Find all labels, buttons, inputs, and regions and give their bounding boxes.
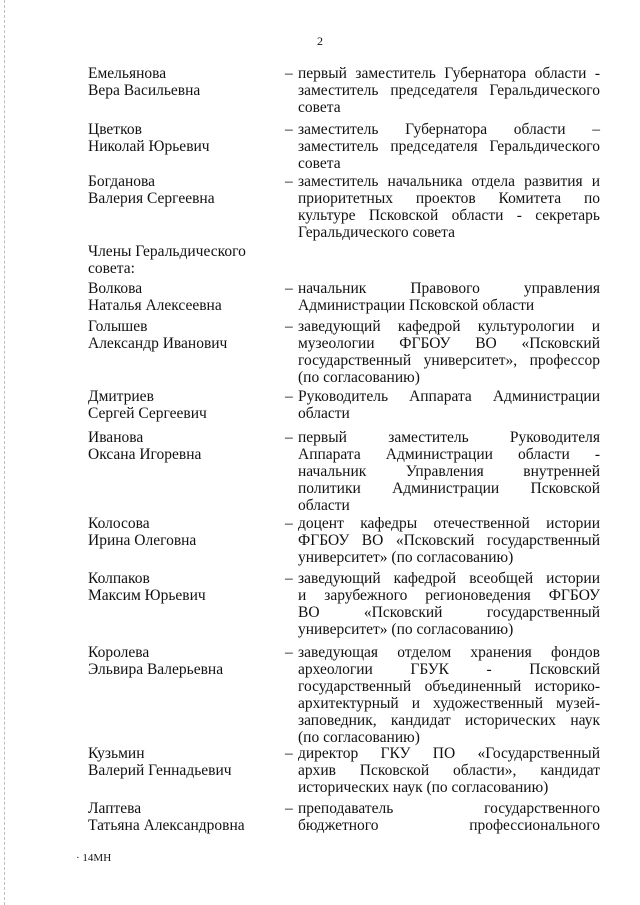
position-line: приоритетных проектов Комитета по [298, 190, 600, 207]
position-line: исторических наук (по согласованию) [298, 779, 549, 796]
position-line: государственный университет», профессор [298, 352, 600, 369]
member-position [298, 515, 600, 566]
position-line: директор ГКУ ПО «Государственный [298, 745, 600, 762]
position-line: заведующий кафедрой всеобщей истории [298, 570, 600, 587]
position-line: университет» (по согласованию) [298, 549, 514, 566]
dash-separator: – [285, 318, 293, 335]
position-line: преподаватель государственного [298, 800, 600, 817]
position-line: доцент кафедры отечественной истории [298, 515, 600, 532]
member-surname: Волкова [88, 280, 143, 297]
member-given-names: Александр Иванович [88, 335, 228, 352]
member-given-names: Сергей Сергеевич [88, 405, 207, 422]
position-line: заместитель председателя Геральдического [298, 82, 600, 99]
member-position [298, 318, 600, 386]
position-line: Геральдического совета [298, 224, 456, 241]
member-given-names: Ирина Олеговна [88, 532, 197, 549]
position-line: заместитель председателя Геральдического [298, 138, 600, 155]
position-line: государственный объединенный историко- [298, 678, 600, 695]
member-surname: Колпаков [88, 570, 150, 587]
position-line: Руководитель Аппарата Администрации [298, 388, 600, 405]
position-line: начальник Правового управления [298, 280, 600, 297]
member-position [298, 121, 600, 172]
member-position [298, 388, 600, 422]
position-line: археологии ГБУК - Псковский [298, 661, 600, 678]
dash-separator: – [285, 65, 293, 82]
member-position [298, 280, 600, 314]
position-line: архив Псковской области», кандидат [298, 762, 600, 779]
member-given-names: Николай Юрьевич [88, 138, 210, 155]
position-line: Аппарата Администрации области - [298, 446, 600, 463]
member-name [88, 745, 273, 779]
dash-separator: – [285, 570, 293, 587]
dash-separator: – [285, 644, 293, 661]
member-surname: Дмитриев [88, 388, 154, 405]
footer-code: · 14МН [76, 852, 112, 864]
member-name [88, 800, 273, 834]
section-heading-line-2: совета: [88, 260, 135, 277]
member-surname: Колосова [88, 515, 150, 532]
position-line: совета [298, 155, 341, 172]
member-given-names: Татьяна Александровна [88, 817, 245, 834]
position-line: начальник Управления внутренней [298, 463, 600, 480]
member-position [298, 644, 600, 746]
position-line: заведующий кафедрой культурологии и [298, 318, 600, 335]
member-given-names: Валерий Геннадьевич [88, 762, 232, 779]
scan-edge-line [4, 0, 6, 905]
position-line: университет» (по согласованию) [298, 621, 514, 638]
position-line: заповедник, кандидат исторических наук [298, 712, 600, 729]
position-line: области [298, 497, 350, 514]
member-given-names: Эльвира Валерьевна [88, 661, 224, 678]
member-surname: Цветков [88, 121, 142, 138]
member-name [88, 570, 273, 604]
position-line: и зарубежного регионоведения ФГБОУ [298, 587, 600, 604]
dash-separator: – [285, 121, 293, 138]
member-name [88, 644, 273, 678]
position-line: ВО «Псковский государственный [298, 604, 600, 621]
member-surname: Богданова [88, 173, 156, 190]
section-heading-line-1: Члены Геральдического [88, 243, 246, 260]
dash-separator: – [285, 173, 293, 190]
position-line: музеологии ФГБОУ ВО «Псковский [298, 335, 600, 352]
position-line: Администрации Псковской области [298, 297, 535, 314]
position-line: заместитель Губернатора области – [298, 121, 600, 138]
dash-separator: – [285, 800, 293, 817]
position-line: области [298, 405, 350, 422]
member-name [88, 121, 273, 155]
dash-separator: – [285, 429, 293, 446]
position-line: ФГБОУ ВО «Псковский государственный [298, 532, 600, 549]
member-position [298, 429, 600, 514]
member-surname: Иванова [88, 429, 144, 446]
dash-separator: – [285, 745, 293, 762]
member-name [88, 388, 273, 422]
position-line: заместитель начальника отдела развития и [298, 173, 600, 190]
member-given-names: Наталья Алексеевна [88, 297, 222, 314]
member-given-names: Максим Юрьевич [88, 587, 206, 604]
dash-separator: – [285, 515, 293, 532]
member-given-names: Валерия Сергеевна [88, 190, 215, 207]
position-line: политики Администрации Псковской [298, 480, 600, 497]
member-given-names: Оксана Игоревна [88, 446, 202, 463]
member-name [88, 173, 273, 207]
position-line: первый заместитель Руководителя [298, 429, 600, 446]
dash-separator: – [285, 280, 293, 297]
position-line: (по согласованию) [298, 729, 420, 746]
position-line: совета [298, 99, 341, 116]
member-name [88, 429, 273, 463]
member-position [298, 65, 600, 116]
position-line: архитектурный и художественный музей- [298, 695, 600, 712]
member-name [88, 515, 273, 549]
member-position [298, 800, 600, 834]
member-surname: Емельянова [88, 65, 167, 82]
position-line: первый заместитель Губернатора области - [298, 65, 600, 82]
position-line: культуре Псковской области - секретарь [298, 207, 600, 224]
position-line: (по согласованию) [298, 369, 420, 386]
section-heading [88, 243, 288, 277]
dash-separator: – [285, 388, 293, 405]
member-position [298, 570, 600, 638]
member-surname: Королева [88, 644, 150, 661]
member-position [298, 745, 600, 796]
member-name [88, 280, 273, 314]
position-line: бюджетного профессионального [298, 817, 600, 834]
member-name [88, 318, 273, 352]
member-surname: Голышев [88, 318, 148, 335]
page-number: 2 [317, 34, 323, 48]
position-line: заведующая отделом хранения фондов [298, 644, 600, 661]
member-position [298, 173, 600, 241]
member-surname: Лаптева [88, 800, 142, 817]
member-given-names: Вера Васильевна [88, 82, 201, 99]
member-surname: Кузьмин [88, 745, 145, 762]
member-name [88, 65, 273, 99]
